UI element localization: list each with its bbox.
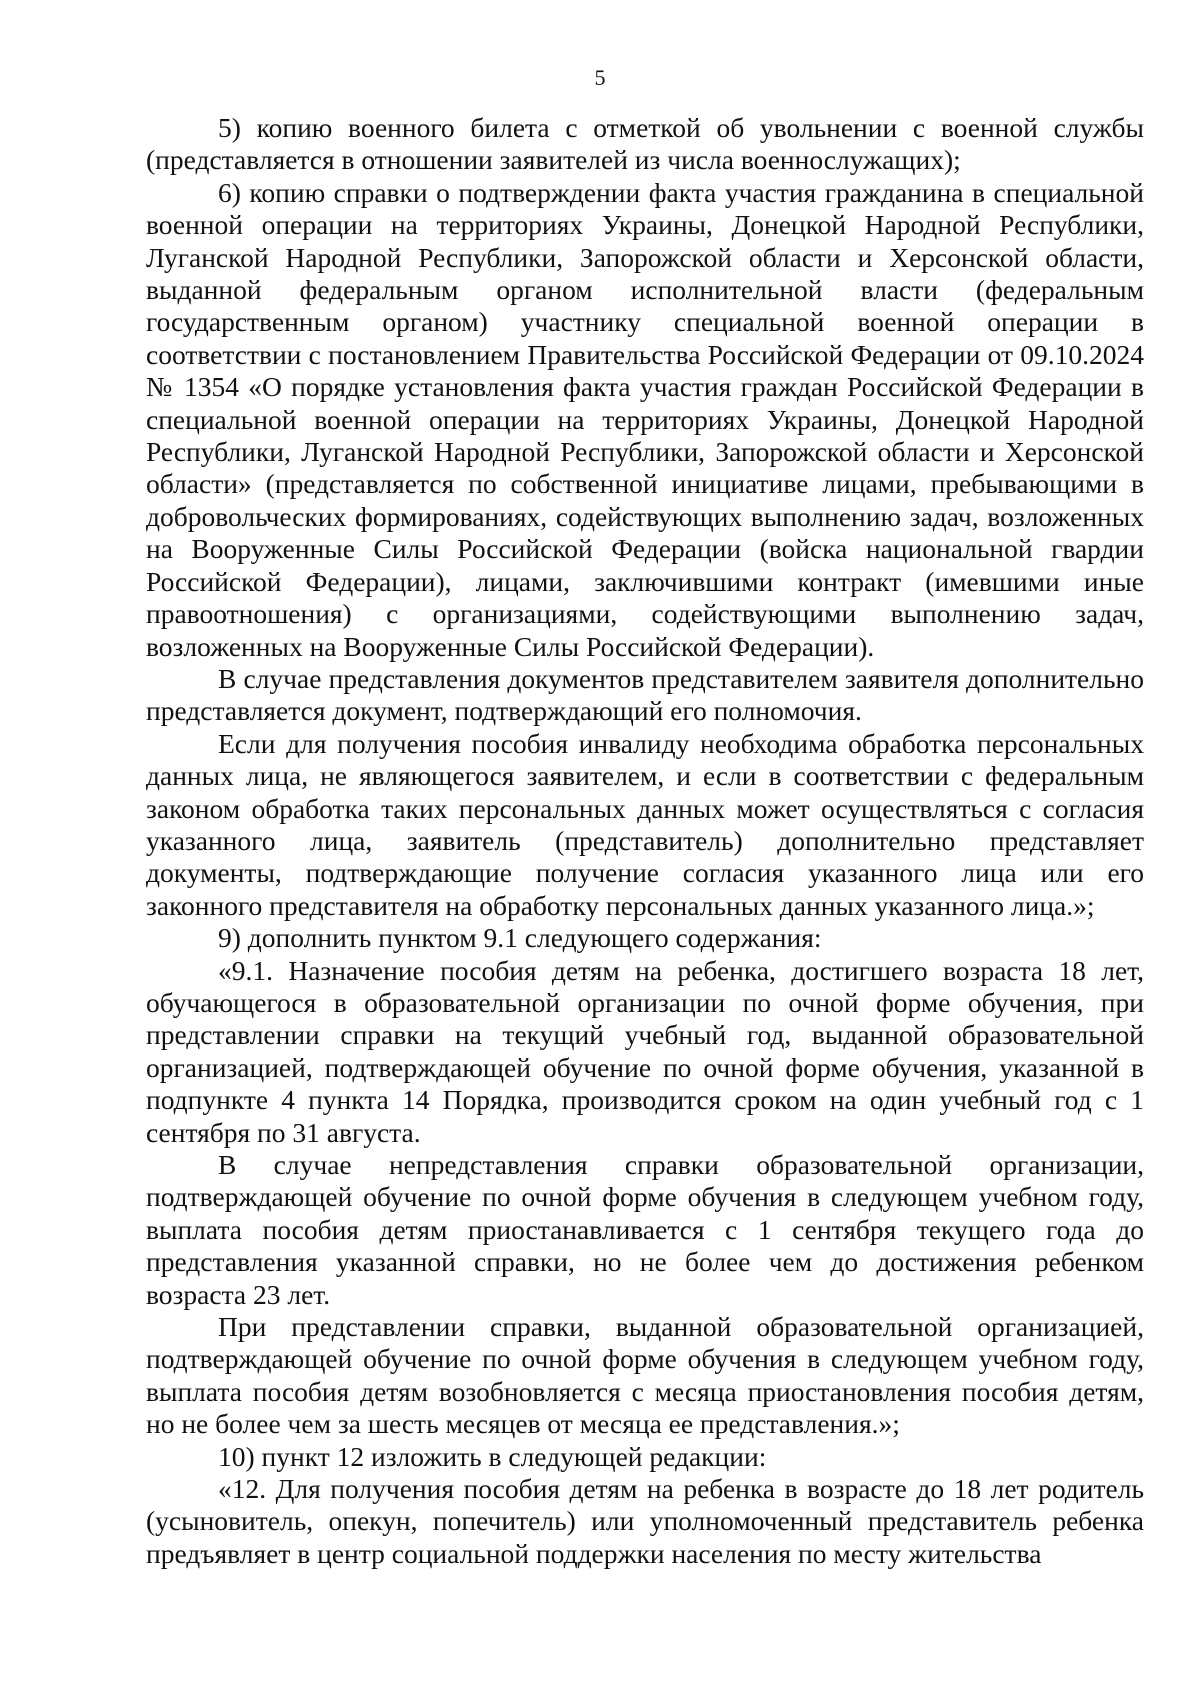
paragraph-9-1: «9.1. Назначение пособия детям на ребенка, достигшего возраста 18 лет, обучающегося в образовательной организации по очной форме обучения, при представлении справки на текущий учебный год, выданной образовательной организацией, подтверждающей обучение по очной форме обучения, указанной в подпункте 4 пункта 14 Порядка, производится сроком на один учебный год с 1 сентября по 31 августа. [146, 954, 1144, 1148]
paragraph-personal-data: Если для получения пособия инвалиду необходима обработка персональных данных лица, не являющегося заявителем, и если в соответствии с федеральным законом обработка таких персональных данных может осуществляться с согласия указанного лица, заявитель (представитель) дополнительно представляет документы, подтверждающие получение согласия указанного лица или его законного представителя на обработку персональных данных указанного лица.»; [146, 727, 1144, 921]
paragraph-point-10: 10) пункт 12 изложить в следующей редакции: [218, 1440, 767, 1472]
paragraph-point-9: 9) дополнить пунктом 9.1 следующего содержания: [218, 922, 822, 954]
paragraph-representative: В случае представления документов представителем заявителя дополнительно представляется документ, подтверждающий его полномочия. [146, 662, 1144, 727]
document-body [146, 112, 1144, 1570]
paragraph-resumption: При представлении справки, выданной образовательной организацией, подтверждающей обучение по очной форме обучения в следующем учебном году, выплата пособия детям возобновляется с месяца приостановления пособия детям, но не более чем за шесть месяцев от месяца ее представления.»; [146, 1311, 1144, 1440]
paragraph-12: «12. Для получения пособия детям на ребенка в возрасте до 18 лет родитель (усыновитель, опекун, попечитель) или уполномоченный представитель ребенка предъявляет в центр социальной поддержки населения по месту жительства [146, 1473, 1144, 1569]
paragraph-non-submission: В случае непредставления справки образовательной организации, подтверждающей обучение по очной форме обучения в следующем учебном году, выплата пособия детям приостанавливается с 1 сентября текущего года до представления указанной справки, но не более чем до достижения ребенком возраста 23 лет. [146, 1149, 1144, 1310]
paragraph-item-5: 5) копию военного билета с отметкой об увольнении с военной службы (представляется в отношении заявителей из числа военнослужащих); [146, 112, 1144, 176]
page-number: 5 [594, 65, 606, 90]
paragraph-item-6: 6) копию справки о подтверждении факта участия гражданина в специальной военной операции на территориях Украины, Донецкой Народной Республики, Луганской Народной Республики, Запорожской области и Херсонской области, выданной федеральным органом исполнительной власти (федеральным государственным органом) участнику специальной военной операции в соответствии с постановлением Правительства Российской Федерации от 09.10.2024 № 1354 «О порядке установления факта участия граждан Российской Федерации в специальной военной операции на территориях Украины, Донецкой Народной Республики, Луганской Народной Республики, Запорожской области и Херсонской области» (представляется по собственной инициативе лицами, пребывающими в добровольческих формированиях, содействующих выполнению задач, возложенных на Вооруженные Силы Российской Федерации (войска национальной гвардии Российской Федерации), лицами, заключившими контракт (имевшими иные правоотношения) с организациями, содействующими выполнению задач, возложенных на Вооруженные Силы Российской Федерации). [146, 176, 1144, 662]
